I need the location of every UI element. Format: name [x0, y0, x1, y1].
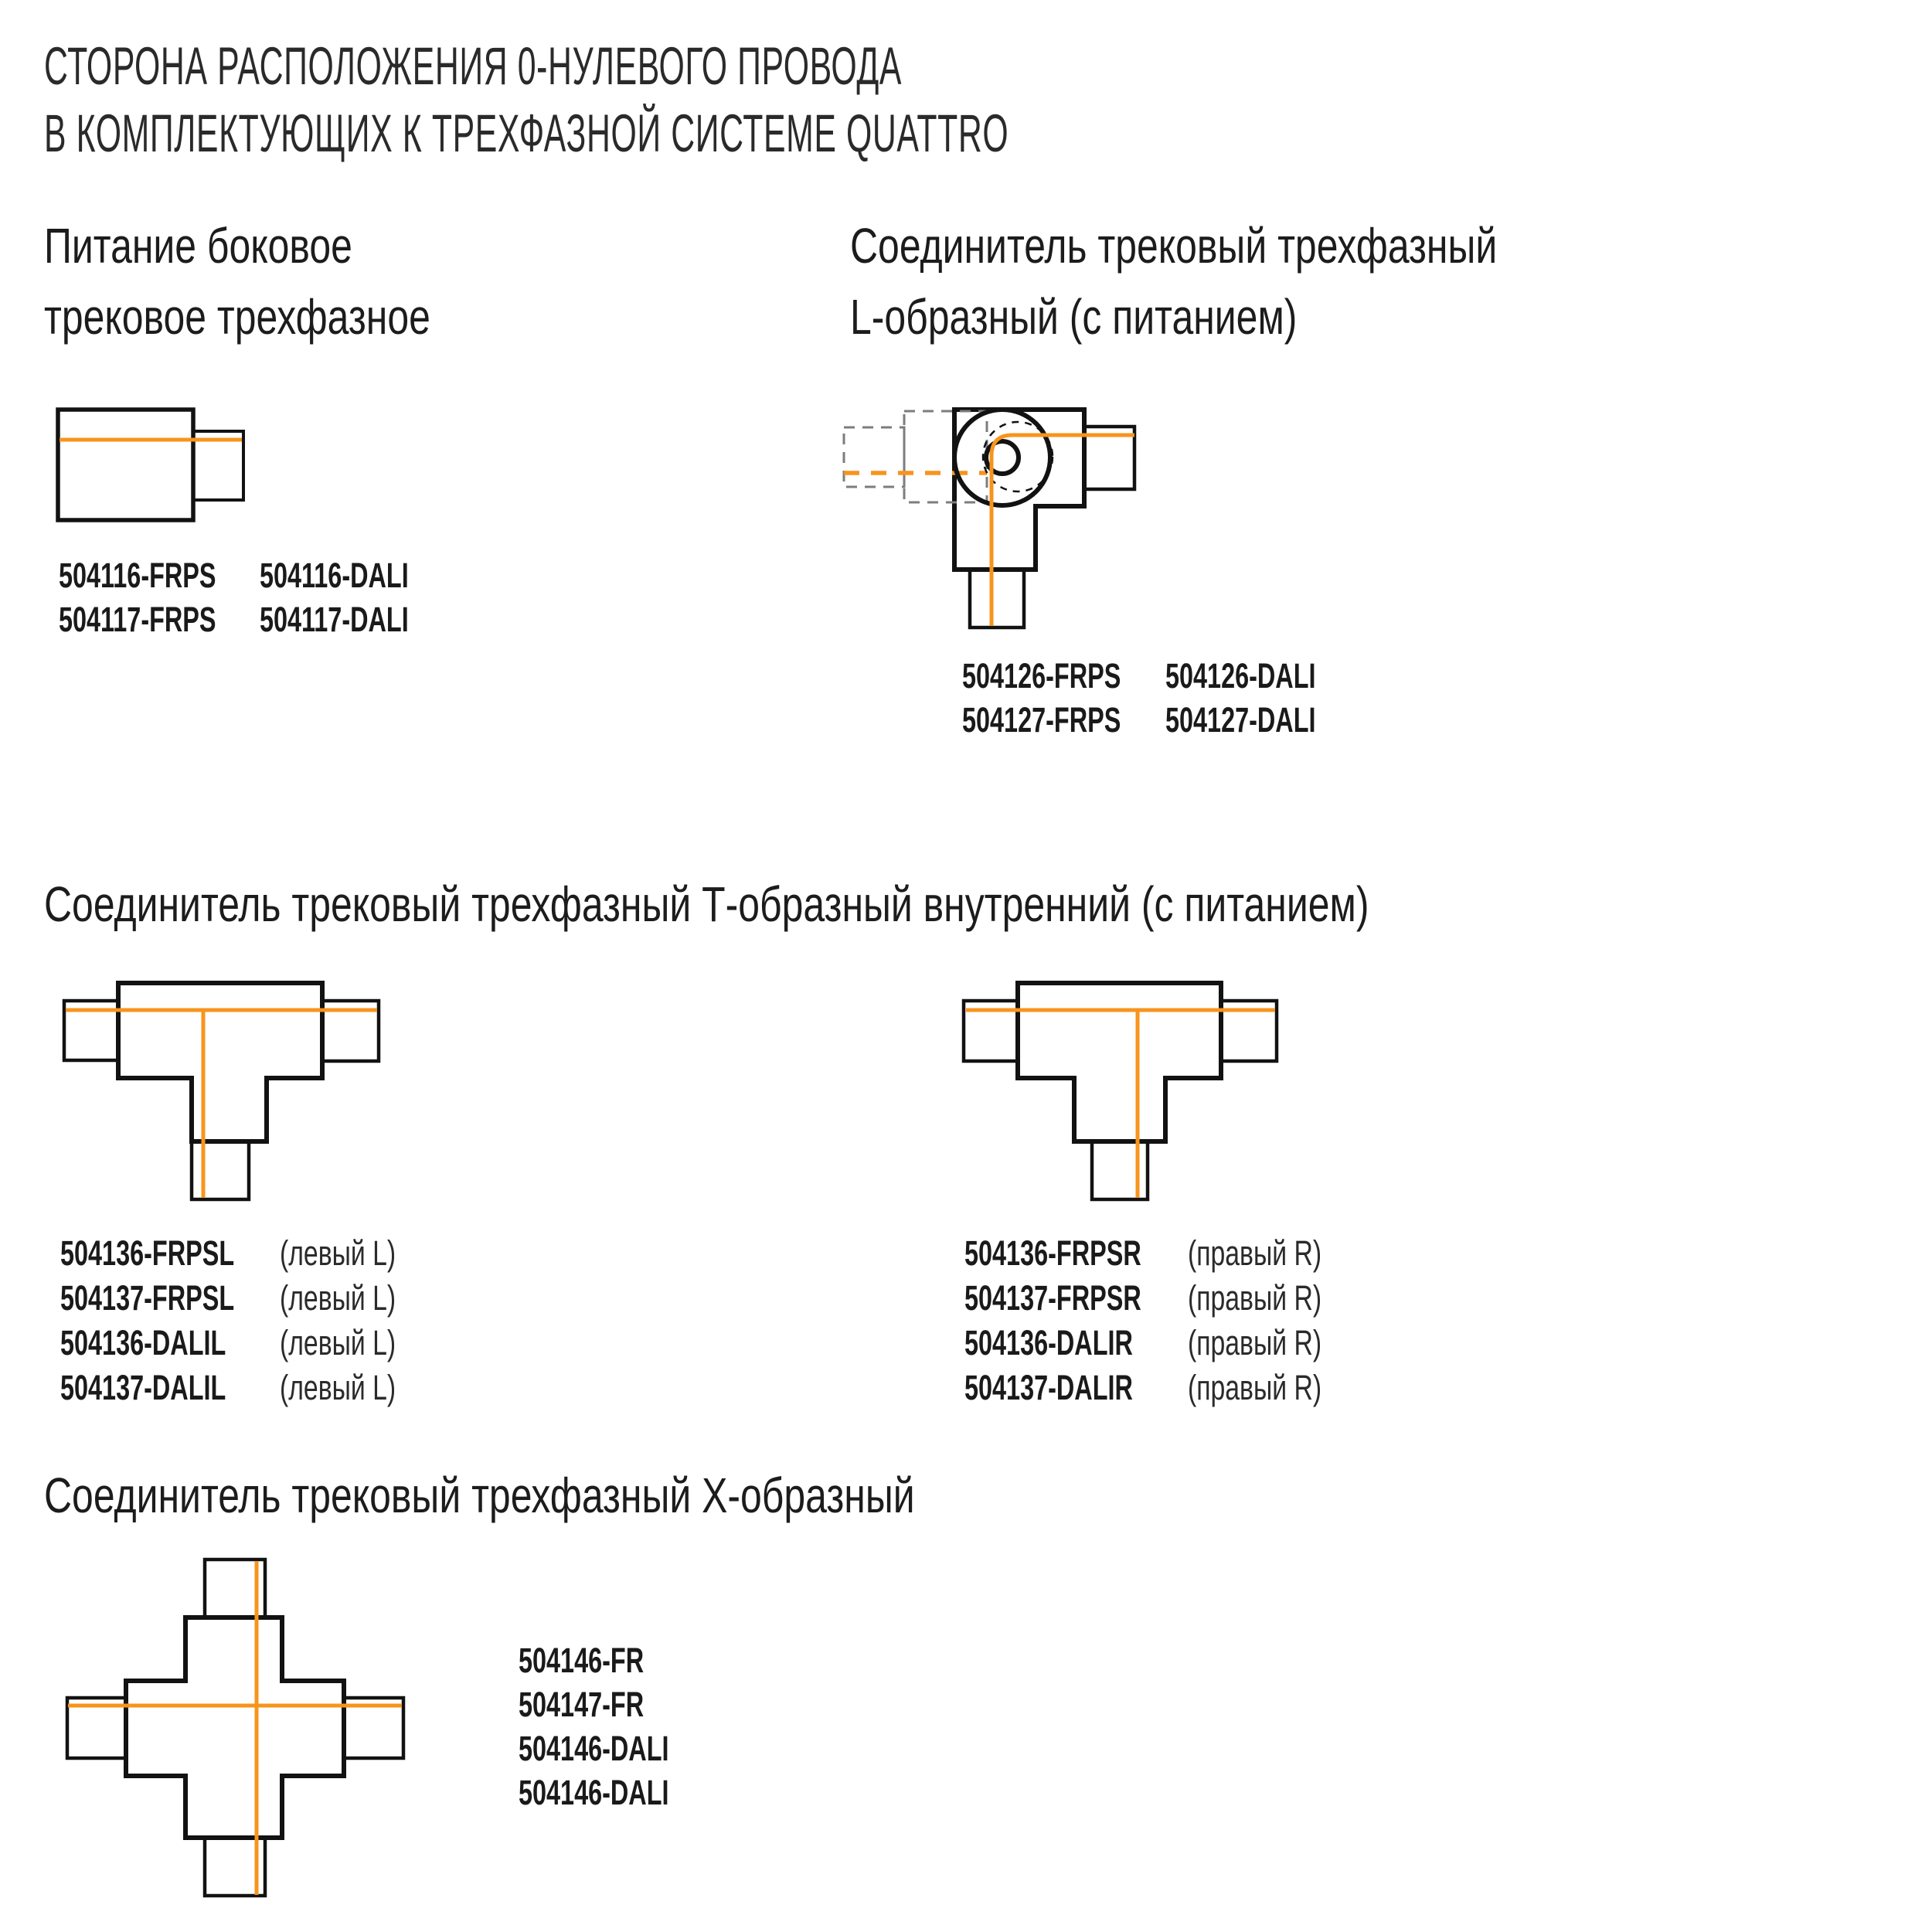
x-connector-header: [44, 1468, 1160, 1523]
part-number: 504116-DALI: [260, 556, 409, 595]
side-feed-header-line-1: [44, 218, 439, 274]
side-note: (левый L): [280, 1368, 396, 1407]
x-connector-diagram: [58, 1549, 413, 1909]
l-connector-header-text-1: Соединитель трековый трехфазный: [850, 218, 1498, 274]
part-number: 504137-DALIR: [964, 1368, 1133, 1407]
side-note: (левый L): [280, 1278, 396, 1318]
part-number: 504127-FRPS: [962, 700, 1121, 740]
side-note: (правый R): [1188, 1278, 1322, 1318]
part-number: 504136-DALIR: [964, 1323, 1133, 1362]
side-note: (правый R): [1188, 1233, 1322, 1273]
l-connector-header-line-1: [850, 218, 1679, 274]
side-note: (левый L): [280, 1323, 396, 1362]
part-number: 504136-DALIL: [60, 1323, 226, 1362]
part-number: 504146-DALI: [519, 1773, 669, 1812]
part-number: 504136-FRPSR: [964, 1233, 1141, 1273]
x-connector-header-text: Соединитель трековый трехфазный Х-образный: [44, 1468, 915, 1523]
side-feed-diagram: [46, 398, 255, 529]
t-connector-right-diagram: [954, 974, 1318, 1209]
side-note: (левый L): [280, 1233, 396, 1273]
t-connector-header-text: Соединитель трековый трехфазный Т-образный внутренний (с питанием): [44, 876, 1369, 932]
t-connector-left-diagram: [54, 974, 390, 1209]
page-title-line-1: [44, 36, 1427, 96]
part-number: 504127-DALI: [1165, 700, 1316, 740]
part-number: 504117-FRPS: [59, 600, 216, 639]
l-connector-diagram: [835, 402, 1144, 638]
l-connector-header-line-2: [850, 289, 1423, 345]
page-title-line-2: [44, 104, 1600, 163]
part-number: 504126-FRPS: [962, 656, 1121, 696]
part-number: 504136-FRPSL: [60, 1233, 235, 1273]
part-number: 504137-DALIL: [60, 1368, 226, 1407]
part-number: 504117-DALI: [260, 600, 409, 639]
part-number: 504146-DALI: [519, 1729, 669, 1768]
l-connector-header-text-2: L-образный (с питанием): [850, 289, 1298, 345]
part-number: 504126-DALI: [1165, 656, 1316, 696]
part-number: 504137-FRPSR: [964, 1278, 1141, 1318]
t-connector-header: [44, 876, 1743, 932]
page-title-text-1: СТОРОНА РАСПОЛОЖЕНИЯ 0-НУЛЕВОГО ПРОВОДА: [44, 36, 903, 96]
part-number: 504147-FR: [519, 1685, 645, 1724]
part-number: 504137-FRPSL: [60, 1278, 235, 1318]
side-feed-header-line-2: [44, 289, 539, 345]
side-feed-header-text-1: Питание боковое: [44, 218, 352, 274]
side-note: (правый R): [1188, 1368, 1322, 1407]
part-number: 504116-FRPS: [59, 556, 216, 595]
side-feed-header-text-2: трековое трехфазное: [44, 289, 430, 345]
part-number: 504146-FR: [519, 1641, 645, 1680]
side-note: (правый R): [1188, 1323, 1322, 1362]
page-title-text-2: В КОМПЛЕКТУЮЩИХ К ТРЕХФАЗНОЙ СИСТЕМЕ QUATTRO: [44, 104, 1009, 163]
